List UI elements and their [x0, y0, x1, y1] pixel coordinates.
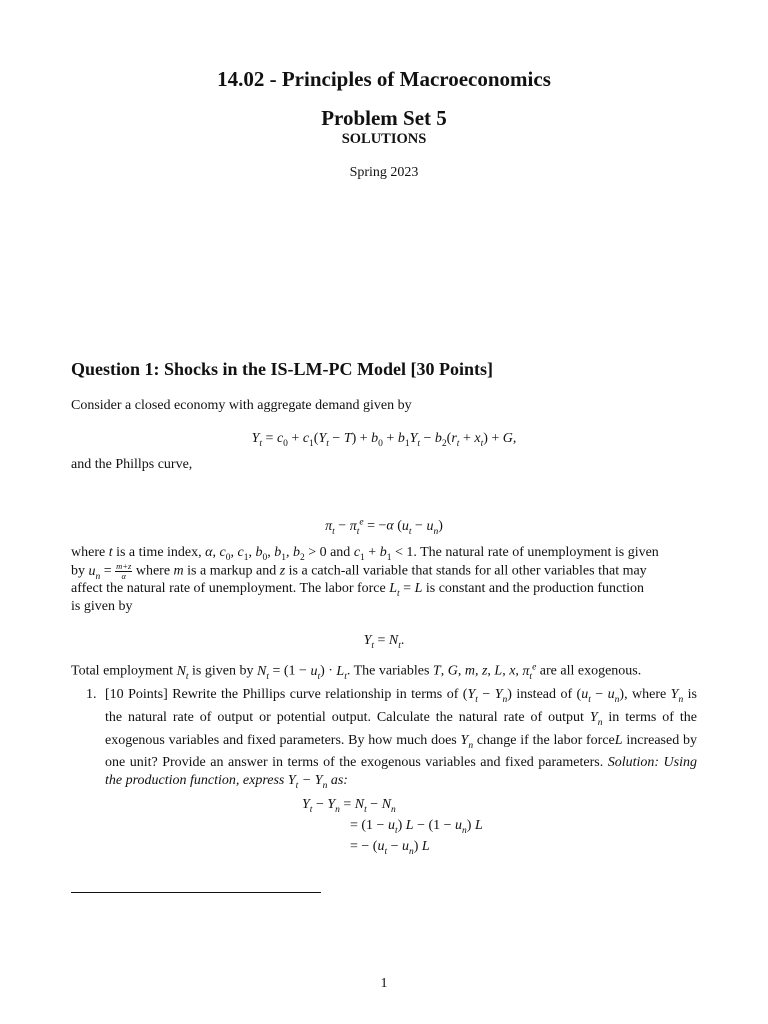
term-label: Spring 2023 [349, 165, 419, 180]
where-line-2: by $u_n$ = $\frac{m+z}{\alpha}$ where m is a markup and z is a catch-all variable that stands for all other variables that may [71, 561, 647, 582]
problem-set-title: Problem Set 5 [321, 106, 447, 130]
page-number: 1 [380, 976, 388, 991]
aggregate-demand-equation: $Y_t = c_0 + c_1(Y_t - T) + b_0 + b_1Y_t - b_2(r_t + x_t) + G$, [251, 431, 517, 449]
where-line-4: is given by [71, 599, 133, 614]
natural-rate-fraction: $\frac{m+z}{\alpha}$ [116, 561, 132, 581]
phillips-curve-equation: $\pi_t - \pi_t^e = -\alpha$ $(u_t - u_n)$ [325, 517, 443, 537]
where-line-3: affect the natural rate of unemployment. The labor force $L_t = L$ is constant and the production function [71, 581, 644, 599]
phillips-intro: and the Phillps curve, [71, 457, 193, 472]
footnote-rule [71, 892, 321, 893]
derivation-line-2: = $(1 - u_t)$ $L - (1 - u_n)$ L [350, 818, 483, 836]
list-item-1: [10 Points] Rewrite the Phillips curve relationship in terms of $(Y_t - Y_n)$ instead of $(u_t - u_n)$, where $Y_n$ is the natural rate of output or potential output. Calculate the natural rate of output $Y_n$ in terms of the exogenous variables and fixed parameters. By how much does $Y_n$ change if the labor forceL increased by one unit? Provide an answer in terms of the exogenous variables and fixed parameters. Solution: Using the production function, express $Y_t - Y_n$ as: [105, 687, 697, 792]
list-item-number: 1. [86, 687, 97, 702]
total-employment-line: Total employment $N_t$ is given by $N_t = (1 - u_t) \cdot L_t$. The variables T, G, m, z, L, x, $\pi_t^e$ are all exogenous. [71, 662, 642, 682]
derivation-line-1: $Y_t - Y_n = N_t - N_n$ [302, 797, 396, 815]
production-function-equation: $Y_t = N_t$. [363, 633, 405, 651]
intro-paragraph: Consider a closed economy with aggregate demand given by [71, 398, 412, 413]
course-title: 14.02 - Principles of Macroeconomics [217, 67, 551, 91]
derivation-line-3: = − $(u_t - u_n)$ L [350, 839, 430, 857]
where-line-1: where t is a time index, α, $c_0$, $c_1$, $b_0$, $b_1$, $b_2 > 0$ and $c_1 + b_1 < 1$. The natural rate of unemployment is given [71, 545, 659, 563]
solutions-subtitle: SOLUTIONS [341, 131, 427, 147]
question-1-heading: Question 1: Shocks in the IS-LM-PC Model [30 Points] [71, 359, 494, 379]
